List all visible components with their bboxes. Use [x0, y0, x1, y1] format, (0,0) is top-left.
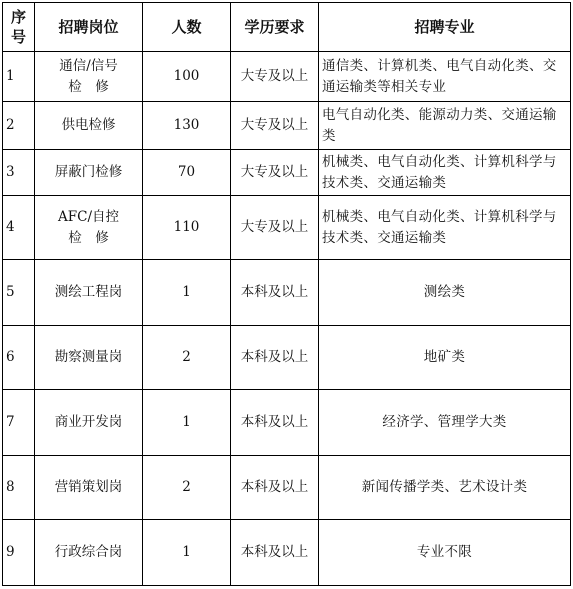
cell-no: 6 [3, 326, 35, 390]
table-row [3, 456, 571, 520]
cell-education: 本科及以上 [231, 390, 319, 456]
position-line: 供电检修 [61, 117, 116, 133]
cell-major [319, 520, 571, 586]
cell-no: 1 [3, 52, 35, 102]
header-row [3, 3, 571, 52]
table-body [3, 52, 571, 586]
position-line: 勘察测量岗 [54, 349, 123, 365]
major-line: 机械类、电气自动化类、计算机科学与 [322, 208, 557, 225]
cell-major [319, 456, 571, 520]
position-line: AFC/自控 [58, 208, 119, 225]
table-row [3, 196, 571, 260]
major-line: 电气自动化类、能源动力类、交通运输 [322, 106, 557, 123]
header-major: 招聘专业 [319, 3, 571, 52]
major-line: 新闻传播学类、艺术设计类 [361, 479, 528, 495]
major-line: 通信类、计算机类、电气自动化类、交 [322, 57, 557, 74]
position-line: 检 修 [68, 78, 109, 95]
table-row [3, 390, 571, 456]
major-line: 地矿类 [423, 349, 466, 365]
cell-count: 100 [143, 52, 231, 102]
position-line: 检 修 [68, 229, 109, 246]
cell-no: 3 [3, 150, 35, 196]
cell-major [319, 196, 571, 260]
cell-education: 大专及以上 [231, 52, 319, 102]
cell-education: 本科及以上 [231, 260, 319, 326]
position-line: 测绘工程岗 [54, 284, 123, 300]
cell-count: 1 [143, 260, 231, 326]
cell-position [35, 52, 143, 102]
major-line: 测绘类 [423, 284, 466, 300]
cell-education: 本科及以上 [231, 326, 319, 390]
major-line: 技术类、交通运输类 [322, 229, 447, 246]
header-no-line: 号 [10, 28, 26, 46]
cell-position [35, 260, 143, 326]
major-line: 通运输类等相关专业 [322, 78, 447, 95]
cell-education: 大专及以上 [231, 102, 319, 150]
cell-education: 本科及以上 [231, 456, 319, 520]
cell-education: 本科及以上 [231, 520, 319, 586]
cell-position [35, 102, 143, 150]
cell-position [35, 456, 143, 520]
cell-count: 130 [143, 102, 231, 150]
position-line: 商业开发岗 [54, 414, 123, 430]
header-no-line: 序 [10, 8, 26, 26]
major-line: 机械类、电气自动化类、计算机科学与 [322, 153, 557, 170]
position-line: 行政综合岗 [54, 544, 123, 560]
cell-no: 2 [3, 102, 35, 150]
cell-major [319, 150, 571, 196]
cell-position [35, 326, 143, 390]
table-row [3, 102, 571, 150]
cell-count: 70 [143, 150, 231, 196]
header-position: 招聘岗位 [35, 3, 143, 52]
cell-major [319, 390, 571, 456]
cell-count: 2 [143, 456, 231, 520]
cell-position [35, 390, 143, 456]
position-line: 营销策划岗 [54, 479, 123, 495]
position-line: 通信/信号 [59, 57, 118, 74]
cell-major [319, 326, 571, 390]
cell-position [35, 150, 143, 196]
header-no [3, 3, 35, 52]
major-line: 经济学、管理学大类 [382, 414, 507, 430]
cell-position [35, 196, 143, 260]
cell-count: 1 [143, 520, 231, 586]
major-line: 技术类、交通运输类 [322, 174, 447, 191]
position-line: 屏蔽门检修 [54, 164, 123, 180]
cell-no: 7 [3, 390, 35, 456]
header-count: 人数 [143, 3, 231, 52]
cell-education: 大专及以上 [231, 150, 319, 196]
cell-count: 110 [143, 196, 231, 260]
table-row [3, 520, 571, 586]
cell-education: 大专及以上 [231, 196, 319, 260]
cell-no: 8 [3, 456, 35, 520]
major-line: 专业不限 [416, 544, 473, 560]
table-row [3, 150, 571, 196]
cell-no: 4 [3, 196, 35, 260]
table-row [3, 326, 571, 390]
cell-major [319, 260, 571, 326]
cell-no: 9 [3, 520, 35, 586]
cell-major [319, 102, 571, 150]
major-line: 类 [322, 127, 336, 144]
cell-position [35, 520, 143, 586]
cell-no: 5 [3, 260, 35, 326]
cell-major [319, 52, 571, 102]
header-education: 学历要求 [231, 3, 319, 52]
cell-count: 1 [143, 390, 231, 456]
recruitment-table [2, 2, 571, 586]
cell-count: 2 [143, 326, 231, 390]
table-row [3, 52, 571, 102]
table-row [3, 260, 571, 326]
